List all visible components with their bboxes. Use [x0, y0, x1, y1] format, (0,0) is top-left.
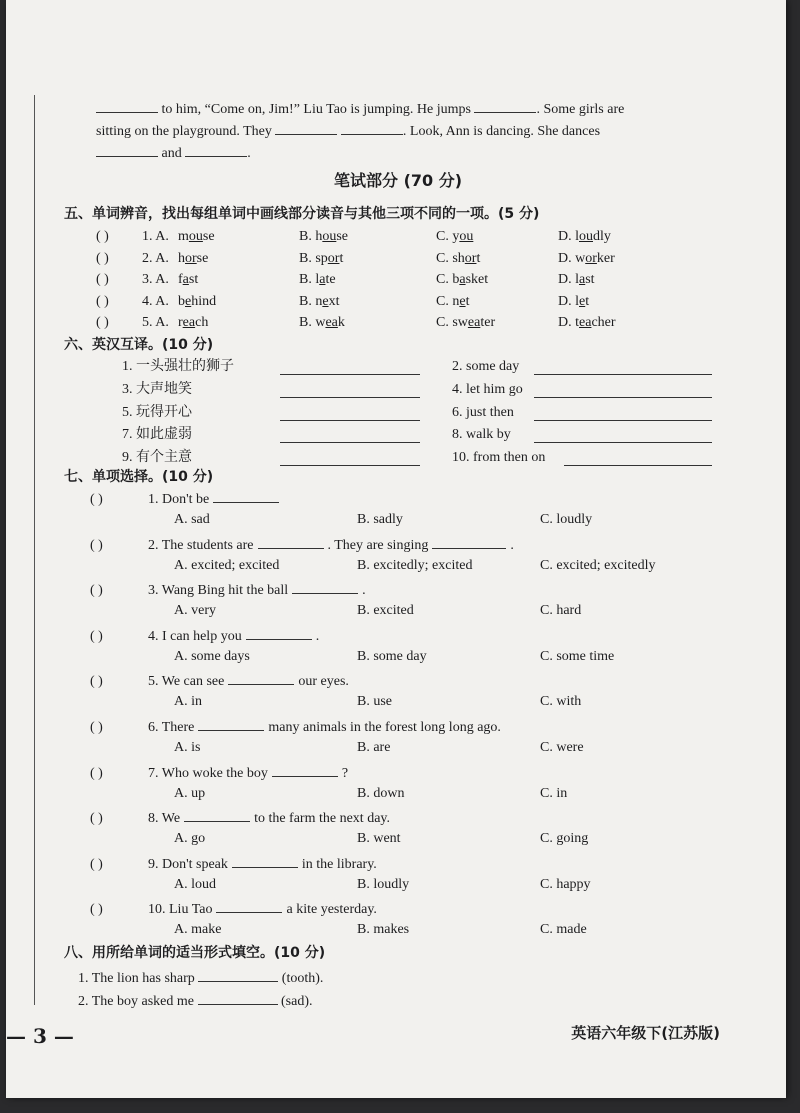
question-text: 8. We: [148, 811, 181, 827]
option-a: [178, 314, 208, 332]
option-text: te: [325, 272, 336, 287]
written-title: 笔试部分 (70 分): [334, 171, 463, 190]
answer-paren: ( ): [96, 293, 109, 309]
underlined-part: ea: [325, 315, 338, 330]
option-text: h: [178, 250, 185, 266]
blank[interactable]: [341, 120, 403, 135]
underlined-part: ou: [188, 229, 203, 244]
answer-paren: ( ): [96, 250, 109, 266]
option-c: C. going: [540, 831, 589, 847]
question-number: 4. A.: [142, 293, 169, 309]
question-text: to the farm the next day.: [254, 811, 390, 827]
option-a: A. sad: [174, 512, 210, 527]
option-c: [436, 271, 488, 289]
answer-blank[interactable]: [198, 716, 264, 731]
answer-paren: ( ): [90, 674, 103, 690]
option-a: [178, 271, 198, 289]
option-text: D. w: [558, 250, 586, 266]
underlined-part: ea: [182, 315, 196, 330]
option-a: A. very: [174, 603, 216, 619]
question-text: 3. Wang Bing hit the ball: [148, 583, 289, 599]
option-b: B. sadly: [357, 512, 403, 527]
option-b: B. down: [357, 785, 405, 801]
underlined-part: e: [459, 293, 466, 309]
underlined-part: ou: [459, 229, 474, 244]
option-b: B. loudly: [357, 876, 410, 892]
chinese-phrase: 7. 如此虚弱: [122, 427, 192, 443]
option-b: B. makes: [357, 922, 410, 938]
option-text: B. sp: [299, 250, 328, 266]
option-text: B. n: [299, 293, 323, 309]
english-phrase: 8. walk by: [452, 427, 511, 443]
question-text: 7. Who woke the boy: [148, 765, 268, 781]
underlined-part: ea: [579, 315, 592, 330]
option-c: [436, 314, 495, 332]
underlined-part: or: [327, 250, 340, 266]
question-text: 1. Don't be: [148, 492, 210, 507]
option-d: [558, 314, 616, 332]
sec5-heading: 五、单词辨音，找出每组单词中画线部分读音与其他三项不同的一项。(5 分): [64, 206, 540, 222]
option-c: C. hard: [540, 603, 582, 619]
option-text: se: [202, 229, 215, 244]
option-text: st: [585, 272, 595, 287]
option-b: B. are: [357, 740, 391, 755]
answer-blank[interactable]: [184, 807, 250, 822]
option-d: [558, 293, 589, 311]
option-text: C. n: [436, 293, 460, 309]
chinese-phrase: 3. 大声地笑: [122, 381, 192, 397]
answer-blank[interactable]: [534, 383, 712, 398]
margin-line: [34, 95, 35, 1005]
option-b: B. excitedly; excited: [357, 557, 473, 573]
english-phrase: 6. just then: [452, 404, 514, 420]
option-text: t: [465, 293, 470, 309]
option-b: B. went: [357, 831, 401, 847]
answer-paren: ( ): [90, 811, 103, 827]
question-text: . They are singing: [327, 537, 429, 553]
question-text: our eyes.: [298, 674, 349, 690]
chinese-phrase: 9. 有个主意: [122, 450, 192, 466]
answer-blank[interactable]: [228, 670, 294, 685]
sec7-question: [90, 716, 501, 737]
option-text: D. l: [558, 229, 579, 244]
answer-paren: ( ): [90, 720, 103, 735]
passage-line-1: to him, “Come on, Jim!” Liu Tao is jumping. He jumps . Some girls are: [96, 98, 624, 119]
question-text: in the library.: [301, 856, 377, 872]
option-text: k: [337, 315, 345, 330]
answer-paren: ( ): [90, 765, 103, 781]
option-text: C. b: [436, 272, 460, 287]
underlined-part: or: [585, 250, 597, 266]
sec7-question: [90, 488, 283, 509]
answer-paren: ( ): [96, 315, 109, 330]
question-number: 1. A.: [142, 229, 169, 244]
option-text: B. w: [299, 315, 326, 330]
option-text: r: [178, 315, 183, 330]
blank[interactable]: [96, 98, 158, 113]
answer-blank[interactable]: [258, 534, 324, 549]
option-a: A. some days: [174, 648, 250, 664]
answer-blank[interactable]: [213, 488, 279, 503]
question-text: 5. We can see: [148, 674, 225, 690]
answer-blank[interactable]: [198, 990, 278, 1005]
option-b: [299, 271, 336, 289]
option-text: st: [188, 272, 199, 287]
answer-paren: ( ): [96, 272, 109, 287]
option-c: C. made: [540, 922, 587, 938]
option-text: D. t: [558, 315, 579, 330]
answer-blank[interactable]: [198, 967, 278, 982]
option-c: [436, 293, 469, 311]
answer-blank[interactable]: [272, 762, 338, 777]
sec7-question: [90, 534, 514, 555]
option-b: B. some day: [357, 648, 427, 664]
english-phrase: 2. some day: [452, 359, 520, 374]
underlined-part: e: [579, 293, 586, 309]
option-text: t: [585, 293, 590, 309]
option-text: t: [339, 250, 344, 266]
underlined-part: ou: [579, 229, 593, 244]
underlined-part: a: [319, 272, 326, 287]
option-text: se: [336, 229, 349, 244]
option-text: ker: [596, 250, 615, 266]
option-d: [558, 228, 611, 246]
question-text: .: [315, 628, 320, 644]
page-number: — 3 —: [6, 1024, 74, 1048]
sec7-question: [90, 853, 377, 874]
option-c: [436, 228, 473, 246]
underlined-part: a: [459, 272, 466, 287]
english-phrase: 4. let him go: [452, 381, 523, 397]
underlined-part: ou: [322, 229, 337, 244]
option-text: se: [196, 250, 209, 266]
underlined-part: e: [322, 293, 329, 309]
option-a: A. loud: [174, 876, 216, 892]
question-text: 9. Don't speak: [148, 856, 228, 872]
sec7-question: [90, 625, 319, 646]
sec7-heading: 七、单项选择。(10 分): [64, 469, 214, 485]
option-text: B. l: [299, 272, 320, 287]
option-text: hind: [191, 293, 217, 309]
option-c: [436, 250, 480, 268]
sec7-question: [90, 762, 348, 783]
answer-blank[interactable]: [564, 451, 712, 466]
option-text: dly: [593, 229, 611, 244]
option-text: D. l: [558, 272, 579, 287]
option-a: A. up: [174, 785, 206, 801]
option-d: [558, 250, 615, 268]
answer-paren: ( ): [90, 583, 103, 599]
answer-blank[interactable]: [534, 428, 712, 443]
option-text: t: [476, 250, 481, 266]
question-text: many animals in the forest long long ago.: [268, 720, 501, 735]
sec8-item-2: 2. The boy asked me (sad).: [78, 990, 313, 1011]
sec6-heading: 六、英汉互译。(10 分): [64, 337, 214, 353]
blank[interactable]: [474, 98, 536, 113]
question-text: 4. I can help you: [148, 628, 242, 644]
answer-blank[interactable]: [534, 406, 712, 421]
option-d: [558, 271, 595, 289]
option-text: ter: [480, 315, 496, 330]
answer-paren: ( ): [90, 628, 103, 644]
option-text: C. sh: [436, 250, 465, 266]
option-text: C. y: [436, 229, 460, 244]
sec7-question: [90, 898, 377, 919]
underlined-part: e: [185, 293, 192, 309]
option-c: C. happy: [540, 876, 591, 892]
answer-paren: ( ): [90, 902, 103, 918]
answer-blank[interactable]: [280, 428, 420, 443]
underlined-part: a: [579, 272, 586, 287]
option-a: A. go: [174, 831, 206, 847]
blank[interactable]: [275, 120, 337, 135]
option-b: B. use: [357, 694, 392, 710]
answer-blank[interactable]: [216, 898, 282, 913]
option-a: A. is: [174, 740, 201, 755]
underlined-part: or: [464, 250, 477, 266]
answer-blank[interactable]: [232, 853, 298, 868]
answer-paren: ( ): [90, 492, 103, 507]
question-text: 10. Liu Tao: [148, 902, 213, 918]
option-c: C. some time: [540, 648, 615, 664]
option-c: C. excited; excitedly: [540, 557, 656, 573]
underlined-part: ea: [467, 315, 481, 330]
passage-line-2: sitting on the playground. They . Look, Ann is dancing. She dances: [96, 120, 600, 141]
option-text: b: [178, 293, 185, 309]
underlined-part: a: [182, 272, 189, 287]
sec7-question: [90, 807, 390, 828]
blank[interactable]: [185, 142, 247, 157]
sec7-question: [90, 579, 366, 600]
option-a: [178, 293, 216, 311]
option-a: A. in: [174, 694, 202, 710]
option-c: C. in: [540, 785, 568, 801]
option-c: C. loudly: [540, 512, 593, 527]
underlined-part: or: [185, 250, 197, 266]
option-text: sket: [465, 272, 489, 287]
option-b: [299, 314, 345, 332]
option-b: [299, 250, 343, 268]
question-text: 2. The students are: [148, 537, 254, 553]
answer-paren: ( ): [90, 537, 103, 553]
question-number: 2. A.: [142, 250, 169, 266]
option-text: C. sw: [436, 315, 468, 330]
answer-blank[interactable]: [432, 534, 506, 549]
question-text: ?: [341, 765, 349, 781]
sec7-question: [90, 670, 349, 691]
chinese-phrase: 1. 一头强壮的狮子: [122, 359, 234, 374]
question-text: 6. There: [148, 720, 195, 735]
option-text: B. h: [299, 229, 323, 244]
answer-blank[interactable]: [280, 451, 420, 466]
question-number: 5. A.: [142, 315, 169, 330]
option-text: D. l: [558, 293, 579, 309]
option-text: cher: [591, 315, 616, 330]
option-a: A. make: [174, 922, 222, 938]
option-text: ch: [195, 315, 209, 330]
answer-paren: ( ): [90, 856, 103, 872]
answer-blank[interactable]: [292, 579, 358, 594]
option-text: f: [178, 272, 183, 287]
sec8-item-1: 1. The lion has sharp (tooth).: [78, 967, 323, 988]
option-a: [178, 250, 208, 268]
exam-page: [6, 0, 786, 1098]
chinese-phrase: 5. 玩得开心: [122, 404, 192, 420]
question-text: .: [510, 537, 514, 553]
answer-blank[interactable]: [280, 360, 420, 375]
english-phrase: 10. from then on: [452, 450, 546, 466]
sec8-heading: 八、用所给单词的适当形式填空。(10 分): [64, 945, 326, 961]
passage-line-3: and .: [96, 142, 251, 163]
option-a: A. excited; excited: [174, 557, 280, 573]
option-a: [178, 228, 215, 246]
book-title: 英语六年级下(江苏版): [571, 1024, 720, 1042]
blank[interactable]: [96, 142, 158, 157]
option-c: C. with: [540, 694, 582, 710]
option-text: m: [178, 229, 189, 244]
answer-paren: ( ): [96, 229, 109, 244]
answer-blank[interactable]: [280, 383, 420, 398]
question-number: 3. A.: [142, 272, 169, 287]
question-text: a kite yesterday.: [286, 902, 377, 918]
option-b: [299, 228, 348, 246]
option-b: B. excited: [357, 603, 414, 619]
option-b: [299, 293, 339, 311]
option-c: C. were: [540, 740, 584, 755]
answer-blank[interactable]: [280, 406, 420, 421]
question-text: .: [362, 583, 366, 599]
answer-blank[interactable]: [534, 360, 712, 375]
option-text: xt: [328, 293, 340, 309]
answer-blank[interactable]: [246, 625, 312, 640]
